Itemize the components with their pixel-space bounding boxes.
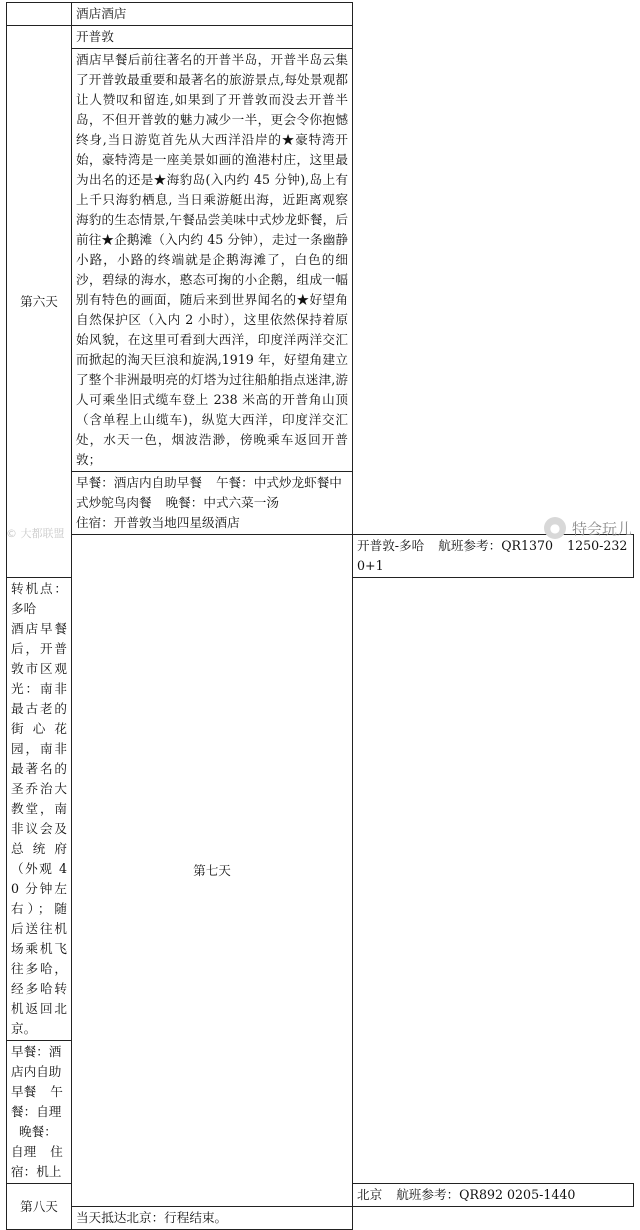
day8-route: 北京	[357, 1187, 383, 1202]
day8-flight-label: 航班参考：	[396, 1187, 460, 1202]
day7-dinner-label: 晚餐：	[19, 1124, 57, 1139]
row-hotel-top	[7, 3, 634, 26]
day6-description: 酒店早餐后前往著名的开普半岛，开普半岛云集了开普敦最重要和最著名的旅游景点,每处景观都让人赞叹和留连,如果到了开普敦而没去开普半岛，不但开普敦的魅力减少一半，更会令你抱憾终身,当日游览首先从大西洋沿岸的★豪特湾开始，豪特湾是一座美景如画的渔港村庄，这里最为出名的还是★海豹岛(入内约 45 分钟),岛上有上千只海豹栖息, 当日乘游艇出海，近距离观察海豹的生态情景,午餐品尝美味中式炒龙虾餐，后前往★企鹅滩（入内约 45 分钟），走过一条幽静小路，小路的终端就是企鹅海滩了，白色的细沙，碧绿的海水，憨态可掬的小企鹅，组成一幅别有特色的画面，随后来到世界闻名的★好望角自然保护区（入内 2 小时），这里依然保持着原始风貌，在这里可看到大西洋，印度洋两洋交汇而掀起的淘天巨浪和旋涡,1919 年，好望角建立了整个非洲最明亮的灯塔为过往船舶指点迷津,游人可乘坐旧式缆车登上 238 米高的开普角山顶（含单程上山缆车)，纵览大西洋，印度洋交汇处，水天一色，烟波浩渺，傍晚乘车返回开普敦；	[72, 49, 353, 472]
day6-label: 第六天	[7, 26, 72, 578]
day6-lunch-label: 午餐：	[215, 475, 254, 490]
day6-breakfast: 酒店内自助早餐	[113, 475, 202, 490]
day8-flight: QR892	[459, 1187, 504, 1202]
day8-route-cell	[353, 1184, 634, 1207]
day7-flight: QR1370	[501, 538, 554, 553]
day8-description-row	[7, 1207, 634, 1230]
day7-breakfast: 酒店内自助早餐	[11, 1044, 62, 1099]
day6-lunch: 中式炒龙虾餐中式炒鸵鸟肉餐	[76, 475, 342, 510]
day7-breakfast-label: 早餐：	[11, 1044, 49, 1059]
day7-lunch: 自理	[36, 1104, 62, 1119]
day7-route-cell	[353, 535, 634, 578]
day7-description: 酒店早餐后，开普敦市区观光：南非最古老的街心花园，南非最著名的圣乔治大教堂，南非议会及总统府（外观 40 分钟左右）；随后送往机场乘机飞往多哈，经多哈转机返回北京。	[11, 621, 67, 1036]
day6-meals-row	[7, 472, 634, 535]
day7-route-row	[7, 535, 634, 578]
day6-accommodation-label: 住宿：	[76, 515, 114, 530]
day7-accommodation-label: 住宿：	[11, 1144, 63, 1179]
day6-dinner-label: 晚餐：	[165, 495, 204, 510]
day7-meals	[7, 1041, 72, 1184]
day7-flight-label: 航班参考：	[438, 538, 502, 553]
day7-dinner: 自理	[11, 1144, 37, 1159]
day7-flight-time: 1250-2320+1	[357, 538, 628, 573]
day6-description-row	[7, 49, 634, 472]
day6-route-row	[7, 26, 634, 49]
day6-breakfast-label: 早餐：	[76, 475, 114, 490]
hotel-top-cell: 酒店酒店	[72, 3, 353, 26]
day8-label: 第八天	[7, 1184, 72, 1230]
day7-lunch-label: 午餐：	[11, 1084, 63, 1119]
day7-description-cell	[7, 578, 72, 1041]
day7-transfer-label: 转机点：	[11, 581, 67, 596]
day8-description: 当天抵达北京：行程结束。	[72, 1207, 353, 1230]
chat-bubble-icon: ●	[544, 517, 566, 539]
day7-route: 开普敦-多哈	[357, 538, 425, 553]
watermark-right	[544, 517, 632, 539]
watermark-right-text: 特会玩儿	[571, 519, 632, 538]
day6-meals	[72, 472, 353, 535]
day6-route: 开普敦	[72, 26, 353, 49]
day8-flight-time: 0205-1440	[507, 1187, 576, 1202]
day7-accommodation: 机上	[36, 1164, 62, 1179]
day6-accommodation: 开普敦当地四星级酒店	[113, 515, 240, 530]
day6-dinner: 中式六菜一汤	[203, 495, 279, 510]
day7-label: 第七天	[72, 535, 353, 1207]
day-cell-empty	[7, 3, 72, 26]
watermark-left: © 大都联盟	[6, 527, 65, 540]
itinerary-table	[6, 2, 634, 1230]
day7-transfer: 多哈	[11, 601, 37, 616]
